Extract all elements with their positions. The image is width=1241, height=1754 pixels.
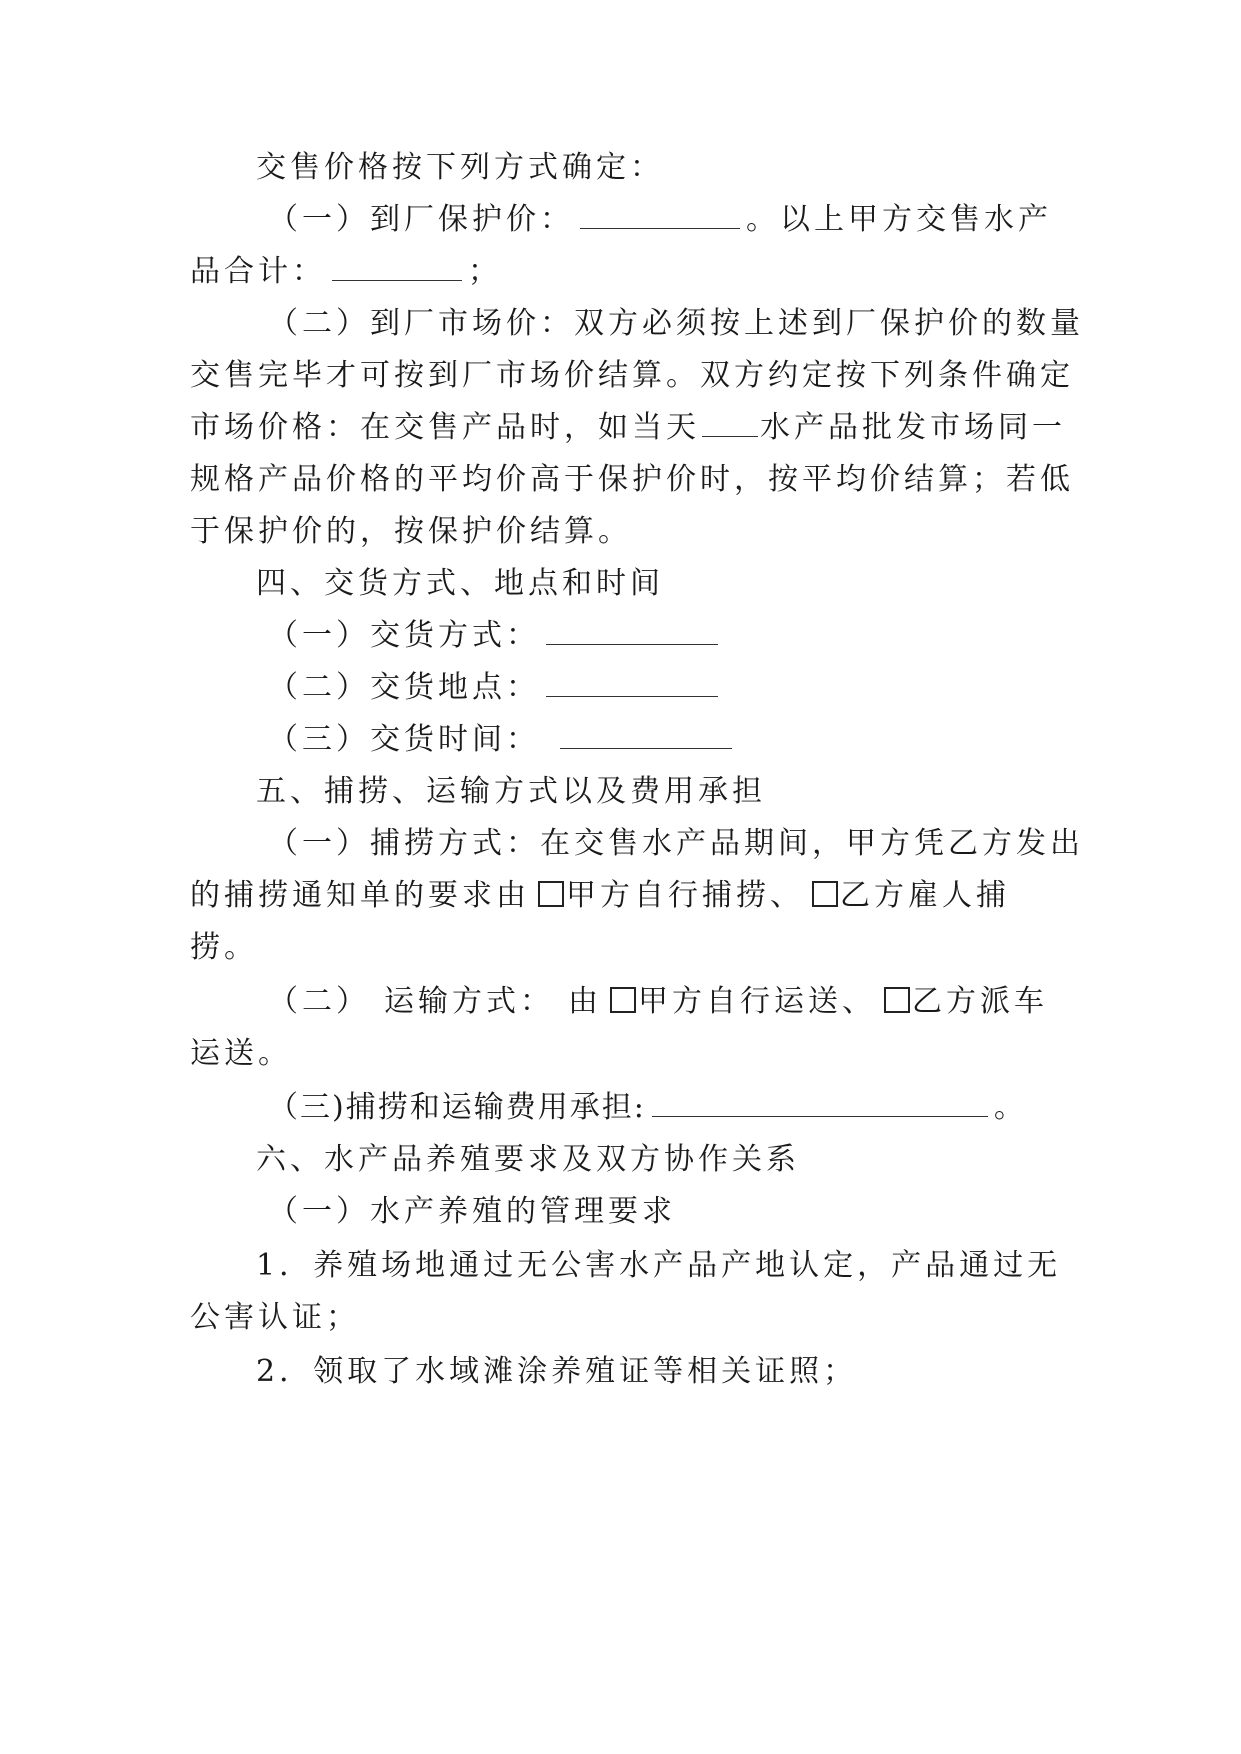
section-six-title: 六、水产品养殖要求及双方协作关系 [256,1142,800,1177]
text-line [268,200,1050,240]
text-line [268,982,1050,1022]
text-fragment: 甲方自行运送、 [638,984,876,1019]
section-heading [256,1140,1050,1180]
text-line [190,1034,1050,1074]
text-fragment: 。 [993,1090,1026,1125]
text-fragment: 水产品批发市场同一 [760,410,1066,445]
text-line [268,616,1050,656]
fishing-method-clause: （一）捕捞方式：在交售水产品期间，甲方凭乙方发出 [268,826,1084,861]
cost-bearing-label: （三)捕捞和运输费用承担: [268,1090,646,1125]
checkbox-party-a-transport[interactable] [610,987,636,1013]
market-name-blank[interactable] [702,410,758,437]
text-fragment: 于保护价的，按保护价结算。 [190,514,632,549]
text-fragment: 甲方自行捕捞、 [566,878,804,913]
text-fragment: 乙方派车 [912,984,1048,1019]
text-fragment: 规格产品价格的平均价高于保护价时，按平均价结算；若低 [190,462,1074,497]
text-fragment: ； [468,254,502,289]
text-line [190,356,1074,396]
subsection-title: （一）水产养殖的管理要求 [268,1194,676,1229]
text-line [190,928,1050,968]
text-line [268,824,1084,864]
text-line [268,1192,1050,1232]
transport-method-label: 运输方式： [384,984,554,1019]
text-fragment: 乙方雇人捕 [840,878,1010,913]
text-line [268,720,1050,760]
text-line [268,668,1050,708]
section-heading [256,564,1050,604]
section-four-title: 四、交货方式、地点和时间 [256,566,664,601]
text-fragment: 的捕捞通知单的要求由 [190,878,530,913]
text-fragment: 运送。 [190,1036,292,1071]
text-line [256,148,1050,188]
text-fragment: 。以上甲方交售水产 [746,202,1052,237]
requirement-item-2: 2．领取了水域滩涂养殖证等相关证照； [256,1354,858,1389]
requirement-item-1: 1．养殖场地通过无公害水产品产地认定，产品通过无 [256,1248,1062,1283]
text-line [268,1088,1050,1128]
text-fragment: 公害认证； [190,1300,360,1335]
text-line [268,304,1084,344]
delivery-location-blank[interactable] [546,670,718,697]
protection-price-blank[interactable] [580,202,740,229]
section-five-title: 五、捕捞、运输方式以及费用承担 [256,774,766,809]
market-price-clause: （二）到厂市场价：双方必须按上述到厂保护价的数量 [268,306,1084,341]
text-fragment: 交售完毕才可按到厂市场价结算。双方约定按下列条件确定 [190,358,1074,393]
text-line [256,1352,1050,1392]
checkbox-party-a-fishing[interactable] [538,881,564,907]
product-total-label: 品合计： [190,254,326,289]
delivery-method-label: （一）交货方式： [268,618,540,653]
text-line [190,460,1074,500]
product-total-blank[interactable] [332,254,462,281]
checkbox-party-b-transport[interactable] [884,987,910,1013]
delivery-method-blank[interactable] [546,618,718,645]
text-line [190,876,1050,916]
text-fragment: 由 [568,984,602,1019]
delivery-time-blank[interactable] [560,722,732,749]
text-line [190,408,1066,448]
factory-protection-price-label: （一）到厂保护价： [268,202,574,237]
text-fragment: （二） [268,984,370,1019]
text-line [190,1298,1050,1338]
price-intro: 交售价格按下列方式确定： [256,150,664,185]
section-heading [256,772,1050,812]
text-fragment: 市场价格：在交售产品时，如当天 [190,410,700,445]
text-line [190,252,1050,292]
text-fragment: 捞。 [190,930,258,965]
text-line [190,512,1050,552]
text-line [256,1246,1062,1286]
delivery-location-label: （二）交货地点： [268,670,540,705]
delivery-time-label: （三）交货时间： [268,722,540,757]
cost-bearing-blank[interactable] [652,1090,988,1117]
checkbox-party-b-fishing[interactable] [812,881,838,907]
